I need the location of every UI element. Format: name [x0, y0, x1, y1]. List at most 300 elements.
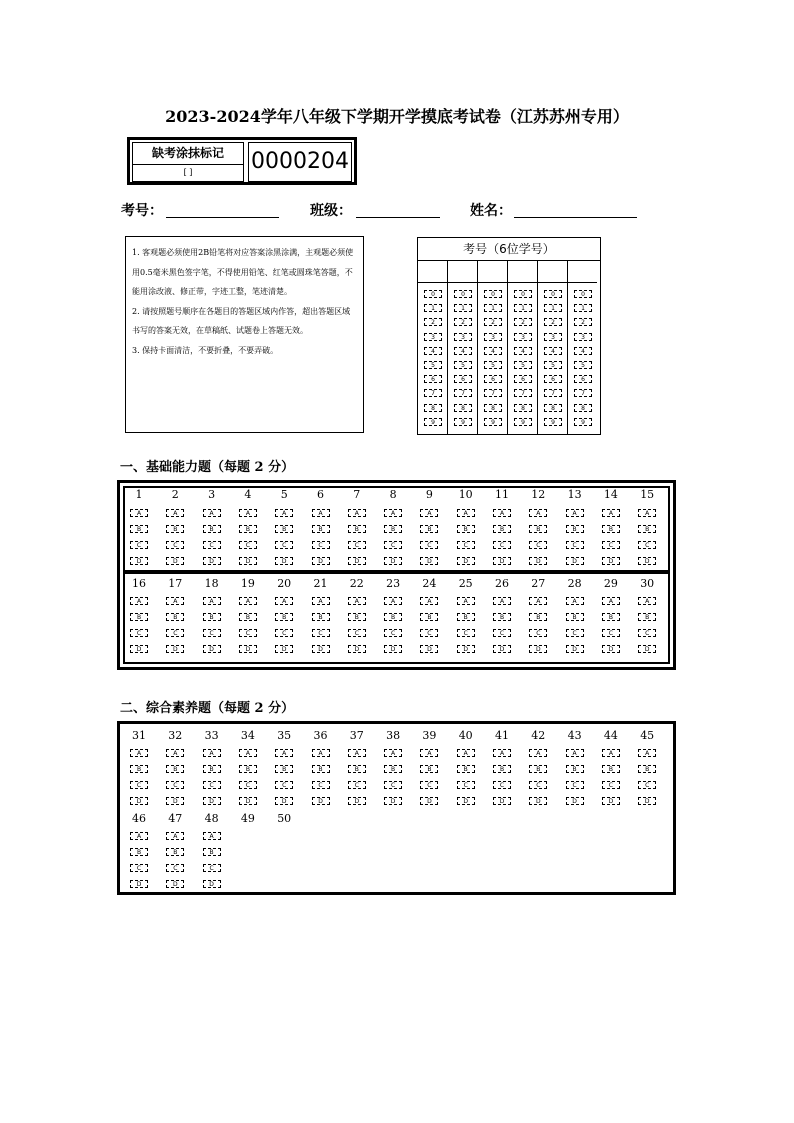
answer-bubble[interactable]: A: [420, 597, 438, 605]
answer-bubble[interactable]: B: [384, 613, 402, 621]
answer-bubble[interactable]: D: [130, 557, 148, 565]
answer-bubble[interactable]: A: [566, 509, 584, 517]
question-number: 17: [168, 577, 183, 590]
answer-bubble[interactable]: D: [529, 557, 547, 565]
answer-bubble[interactable]: C: [166, 629, 184, 637]
answer-bubble[interactable]: B: [529, 525, 547, 533]
answer-bubble[interactable]: C: [566, 541, 584, 549]
absent-label: 缺考涂抹标记: [133, 143, 243, 165]
answer-bubble[interactable]: C: [493, 781, 511, 789]
answer-bubble[interactable]: C: [130, 629, 148, 637]
answer-bubble[interactable]: A: [275, 749, 293, 757]
answer-bubble[interactable]: B: [166, 613, 184, 621]
answer-bubble[interactable]: A: [529, 749, 547, 757]
answer-bubble[interactable]: C: [312, 541, 330, 549]
answer-bubble[interactable]: B: [203, 765, 221, 773]
answer-bubble[interactable]: C: [275, 629, 293, 637]
answer-bubble[interactable]: C: [638, 629, 656, 637]
student-id-bubble[interactable]: 5: [484, 361, 502, 369]
answer-bubble[interactable]: C: [275, 541, 293, 549]
student-id-bubble[interactable]: 9: [484, 418, 502, 426]
answer-bubble[interactable]: C: [166, 864, 184, 872]
answer-bubble[interactable]: A: [312, 509, 330, 517]
answer-bubble[interactable]: C: [203, 541, 221, 549]
question-number: 42: [531, 729, 546, 742]
student-id-bubble[interactable]: 8: [454, 404, 472, 412]
answer-bubble[interactable]: B: [420, 525, 438, 533]
answer-bubble[interactable]: D: [348, 557, 366, 565]
question-number: 30: [640, 577, 655, 590]
answer-bubble[interactable]: B: [638, 613, 656, 621]
exam-no-label: 考号：: [121, 203, 163, 219]
answer-bubble[interactable]: D: [384, 645, 402, 653]
section1-title: 一、基础能力题（每题 2 分）: [120, 460, 295, 475]
question-number: 23: [386, 577, 401, 590]
exam-no-field[interactable]: [166, 217, 279, 218]
answer-bubble[interactable]: C: [130, 781, 148, 789]
answer-bubble[interactable]: A: [275, 509, 293, 517]
answer-bubble[interactable]: A: [312, 597, 330, 605]
answer-bubble[interactable]: D: [166, 645, 184, 653]
student-id-bubble[interactable]: 8: [514, 404, 532, 412]
answer-bubble[interactable]: A: [457, 509, 475, 517]
answer-bubble[interactable]: C: [239, 629, 257, 637]
student-id-bubble[interactable]: 2: [574, 318, 592, 326]
answer-bubble[interactable]: A: [239, 597, 257, 605]
answer-bubble[interactable]: A: [602, 749, 620, 757]
student-id-bubble[interactable]: 3: [484, 333, 502, 341]
answer-bubble[interactable]: A: [529, 509, 547, 517]
answer-bubble[interactable]: D: [529, 645, 547, 653]
answer-bubble[interactable]: A: [348, 509, 366, 517]
answer-bubble[interactable]: A: [312, 749, 330, 757]
answer-bubble[interactable]: D: [203, 880, 221, 888]
answer-bubble[interactable]: A: [493, 749, 511, 757]
student-id-bubble[interactable]: 0: [424, 290, 442, 298]
answer-bubble[interactable]: D: [166, 880, 184, 888]
answer-bubble[interactable]: B: [275, 613, 293, 621]
student-id-bubble[interactable]: 2: [454, 318, 472, 326]
student-id-bubble[interactable]: 2: [484, 318, 502, 326]
student-id-bubble[interactable]: 1: [424, 304, 442, 312]
answer-bubble[interactable]: B: [638, 525, 656, 533]
answer-bubble[interactable]: D: [457, 797, 475, 805]
student-id-bubble[interactable]: 1: [574, 304, 592, 312]
answer-bubble[interactable]: C: [203, 629, 221, 637]
student-id-bubble[interactable]: 5: [424, 361, 442, 369]
answer-bubble[interactable]: C: [420, 629, 438, 637]
answer-bubble[interactable]: C: [203, 781, 221, 789]
answer-bubble[interactable]: D: [529, 797, 547, 805]
answer-bubble[interactable]: D: [602, 557, 620, 565]
answer-bubble[interactable]: C: [420, 541, 438, 549]
question-number: 38: [386, 729, 401, 742]
student-id-bubble[interactable]: 6: [514, 375, 532, 383]
answer-bubble[interactable]: B: [457, 765, 475, 773]
student-id-bubble[interactable]: 8: [424, 404, 442, 412]
answer-bubble[interactable]: D: [203, 797, 221, 805]
student-id-bubble[interactable]: 3: [424, 333, 442, 341]
student-id-bubble[interactable]: 0: [484, 290, 502, 298]
answer-bubble[interactable]: A: [348, 597, 366, 605]
answer-bubble[interactable]: A: [566, 749, 584, 757]
answer-bubble[interactable]: B: [166, 765, 184, 773]
answer-bubble[interactable]: A: [602, 597, 620, 605]
answer-bubble[interactable]: B: [602, 525, 620, 533]
student-id-bubble[interactable]: 6: [544, 375, 562, 383]
answer-bubble[interactable]: C: [493, 541, 511, 549]
answer-bubble[interactable]: B: [130, 613, 148, 621]
student-id-write-cell[interactable]: [568, 260, 597, 283]
answer-bubble[interactable]: B: [529, 613, 547, 621]
student-id-bubble[interactable]: 9: [544, 418, 562, 426]
answer-bubble[interactable]: B: [348, 613, 366, 621]
section2-title: 二、综合素养题（每题 2 分）: [120, 701, 295, 716]
student-id-bubble[interactable]: 9: [454, 418, 472, 426]
student-id-bubble[interactable]: 0: [514, 290, 532, 298]
answer-bubble[interactable]: D: [130, 797, 148, 805]
answer-bubble[interactable]: D: [602, 645, 620, 653]
answer-bubble[interactable]: A: [130, 597, 148, 605]
answer-bubble[interactable]: B: [166, 525, 184, 533]
answer-bubble[interactable]: C: [529, 629, 547, 637]
instructions-box: [125, 236, 364, 433]
question-number: 28: [567, 577, 582, 590]
student-id-bubble[interactable]: 4: [514, 347, 532, 355]
answer-bubble[interactable]: B: [420, 765, 438, 773]
answer-bubble[interactable]: A: [166, 749, 184, 757]
answer-bubble[interactable]: C: [457, 781, 475, 789]
answer-bubble[interactable]: B: [239, 613, 257, 621]
answer-bubble[interactable]: D: [203, 557, 221, 565]
answer-bubble[interactable]: D: [239, 797, 257, 805]
answer-bubble[interactable]: A: [239, 509, 257, 517]
answer-bubble[interactable]: A: [566, 597, 584, 605]
answer-bubble[interactable]: D: [348, 797, 366, 805]
answer-bubble[interactable]: B: [529, 765, 547, 773]
answer-bubble[interactable]: C: [602, 781, 620, 789]
answer-bubble[interactable]: D: [566, 645, 584, 653]
answer-bubble[interactable]: B: [384, 525, 402, 533]
answer-bubble[interactable]: A: [203, 749, 221, 757]
answer-bubble[interactable]: B: [348, 765, 366, 773]
answer-bubble[interactable]: B: [348, 525, 366, 533]
answer-bubble[interactable]: B: [457, 525, 475, 533]
student-id-bubble[interactable]: 0: [574, 290, 592, 298]
name-label: 姓名：: [470, 203, 512, 219]
answer-bubble[interactable]: A: [384, 749, 402, 757]
answer-bubble[interactable]: B: [203, 525, 221, 533]
answer-bubble[interactable]: B: [130, 525, 148, 533]
answer-bubble[interactable]: B: [638, 765, 656, 773]
answer-bubble[interactable]: A: [130, 509, 148, 517]
answer-bubble[interactable]: A: [348, 749, 366, 757]
answer-bubble[interactable]: B: [239, 525, 257, 533]
answer-bubble[interactable]: D: [239, 645, 257, 653]
answer-bubble[interactable]: C: [602, 629, 620, 637]
question-number: 25: [458, 577, 473, 590]
answer-bubble[interactable]: C: [130, 864, 148, 872]
answer-bubble[interactable]: D: [166, 797, 184, 805]
answer-bubble[interactable]: D: [312, 557, 330, 565]
answer-bubble[interactable]: B: [457, 613, 475, 621]
answer-bubble[interactable]: A: [130, 832, 148, 840]
answer-bubble[interactable]: C: [638, 781, 656, 789]
answer-bubble[interactable]: A: [493, 597, 511, 605]
answer-bubble[interactable]: B: [493, 613, 511, 621]
answer-bubble[interactable]: B: [312, 765, 330, 773]
answer-bubble[interactable]: C: [529, 781, 547, 789]
answer-bubble[interactable]: C: [166, 781, 184, 789]
answer-bubble[interactable]: D: [420, 645, 438, 653]
answer-bubble[interactable]: A: [420, 749, 438, 757]
student-id-bubble[interactable]: 2: [424, 318, 442, 326]
answer-bubble[interactable]: B: [384, 765, 402, 773]
student-id-bubble[interactable]: 9: [424, 418, 442, 426]
answer-bubble[interactable]: D: [566, 557, 584, 565]
student-id-write-cell[interactable]: [478, 260, 507, 283]
answer-bubble[interactable]: A: [203, 597, 221, 605]
question-number: 46: [132, 812, 146, 825]
student-id-bubble[interactable]: 1: [454, 304, 472, 312]
answer-bubble[interactable]: A: [203, 832, 221, 840]
question-number: 36: [313, 729, 328, 742]
question-number: 31: [132, 729, 146, 742]
answer-bubble[interactable]: D: [566, 797, 584, 805]
answer-bubble[interactable]: C: [384, 781, 402, 789]
question-number: 10: [458, 488, 473, 501]
question-number: 48: [204, 812, 219, 825]
answer-bubble[interactable]: A: [239, 749, 257, 757]
question-number: 8: [389, 488, 397, 501]
answer-bubble[interactable]: C: [130, 541, 148, 549]
answer-bubble[interactable]: B: [203, 848, 221, 856]
answer-bubble[interactable]: D: [638, 797, 656, 805]
answer-bubble[interactable]: A: [602, 509, 620, 517]
answer-bubble[interactable]: C: [239, 781, 257, 789]
answer-bubble[interactable]: A: [638, 749, 656, 757]
student-id-write-cell[interactable]: [448, 260, 477, 283]
answer-bubble[interactable]: C: [275, 781, 293, 789]
answer-bubble[interactable]: B: [130, 765, 148, 773]
student-id-bubble[interactable]: 8: [574, 404, 592, 412]
answer-bubble[interactable]: C: [529, 541, 547, 549]
answer-bubble[interactable]: D: [239, 557, 257, 565]
student-id-bubble[interactable]: 3: [574, 333, 592, 341]
question-number: 11: [495, 488, 509, 501]
answer-bubble[interactable]: A: [166, 832, 184, 840]
student-id-bubble[interactable]: 7: [544, 389, 562, 397]
student-id-bubble[interactable]: 0: [544, 290, 562, 298]
answer-bubble[interactable]: B: [239, 765, 257, 773]
answer-bubble[interactable]: A: [638, 597, 656, 605]
student-id-bubble[interactable]: 5: [574, 361, 592, 369]
answer-bubble[interactable]: B: [566, 765, 584, 773]
answer-bubble[interactable]: A: [384, 597, 402, 605]
answer-bubble[interactable]: A: [457, 597, 475, 605]
answer-bubble[interactable]: D: [130, 645, 148, 653]
answer-bubble[interactable]: C: [312, 629, 330, 637]
student-id-bubble[interactable]: 6: [484, 375, 502, 383]
answer-bubble[interactable]: D: [275, 645, 293, 653]
answer-bubble[interactable]: D: [203, 645, 221, 653]
answer-bubble[interactable]: C: [203, 864, 221, 872]
answer-bubble[interactable]: B: [602, 765, 620, 773]
answer-bubble[interactable]: C: [457, 541, 475, 549]
question-number: 34: [240, 729, 255, 742]
answer-bubble[interactable]: A: [275, 597, 293, 605]
student-id-bubble[interactable]: 8: [484, 404, 502, 412]
question-number: 13: [567, 488, 582, 501]
student-id-write-cell[interactable]: [538, 260, 567, 283]
answer-bubble[interactable]: C: [420, 781, 438, 789]
answer-bubble[interactable]: B: [566, 613, 584, 621]
student-id-bubble[interactable]: 6: [454, 375, 472, 383]
student-id-bubble[interactable]: 4: [544, 347, 562, 355]
student-id-bubble[interactable]: 3: [454, 333, 472, 341]
answer-bubble[interactable]: D: [457, 645, 475, 653]
answer-bubble[interactable]: D: [384, 797, 402, 805]
answer-bubble[interactable]: C: [239, 541, 257, 549]
answer-bubble[interactable]: D: [493, 557, 511, 565]
instruction-3: 3. 保持卡面清洁，不要折叠，不要弄破。: [132, 345, 279, 355]
answer-bubble[interactable]: C: [566, 781, 584, 789]
answer-bubble[interactable]: D: [638, 557, 656, 565]
student-id-column: [568, 260, 598, 434]
answer-bubble[interactable]: A: [130, 749, 148, 757]
answer-bubble[interactable]: B: [312, 525, 330, 533]
answer-bubble[interactable]: B: [566, 525, 584, 533]
answer-bubble[interactable]: D: [312, 797, 330, 805]
answer-bubble[interactable]: D: [420, 557, 438, 565]
answer-bubble[interactable]: D: [275, 557, 293, 565]
student-id-bubble[interactable]: 9: [514, 418, 532, 426]
answer-bubble[interactable]: C: [384, 541, 402, 549]
question-number: 1: [135, 488, 143, 501]
student-id-bubble[interactable]: 7: [424, 389, 442, 397]
answer-bubble[interactable]: D: [130, 880, 148, 888]
answer-bubble[interactable]: B: [420, 613, 438, 621]
question-number: 15: [640, 488, 655, 501]
student-id-bubble[interactable]: 2: [544, 318, 562, 326]
answer-bubble[interactable]: C: [638, 541, 656, 549]
student-id-bubble[interactable]: 5: [514, 361, 532, 369]
answer-bubble[interactable]: C: [384, 629, 402, 637]
answer-bubble[interactable]: B: [602, 613, 620, 621]
student-id-bubble[interactable]: 5: [544, 361, 562, 369]
student-id-bubble[interactable]: 3: [514, 333, 532, 341]
student-id-bubble[interactable]: 3: [544, 333, 562, 341]
answer-bubble[interactable]: A: [203, 509, 221, 517]
answer-bubble[interactable]: D: [312, 645, 330, 653]
question-number: 22: [349, 577, 364, 590]
question-number: 24: [422, 577, 437, 590]
question-number: 35: [277, 729, 292, 742]
question-number: 16: [132, 577, 146, 590]
answer-bubble[interactable]: B: [166, 848, 184, 856]
student-id-bubble[interactable]: 4: [424, 347, 442, 355]
student-id-bubble[interactable]: 6: [424, 375, 442, 383]
answer-bubble[interactable]: C: [493, 629, 511, 637]
answer-bubble[interactable]: A: [166, 509, 184, 517]
answer-bubble[interactable]: C: [566, 629, 584, 637]
student-id-bubble[interactable]: 5: [454, 361, 472, 369]
answer-bubble[interactable]: A: [493, 509, 511, 517]
student-id-bubble[interactable]: 1: [514, 304, 532, 312]
answer-bubble[interactable]: B: [275, 525, 293, 533]
student-id-bubble[interactable]: 9: [574, 418, 592, 426]
student-id-bubble[interactable]: 7: [574, 389, 592, 397]
answer-bubble[interactable]: D: [166, 557, 184, 565]
question-number: 47: [168, 812, 183, 825]
answer-bubble[interactable]: D: [384, 557, 402, 565]
answer-bubble[interactable]: D: [602, 797, 620, 805]
question-number: 14: [603, 488, 618, 501]
answer-bubble[interactable]: A: [166, 597, 184, 605]
question-number: 41: [495, 729, 509, 742]
student-id-write-cell[interactable]: [418, 260, 447, 283]
student-id-write-cell[interactable]: [508, 260, 537, 283]
question-number: 39: [422, 729, 437, 742]
answer-bubble[interactable]: D: [420, 797, 438, 805]
answer-bubble[interactable]: C: [312, 781, 330, 789]
absent-bubble[interactable]: [ ]: [183, 168, 193, 177]
answer-bubble[interactable]: A: [384, 509, 402, 517]
class-field[interactable]: [356, 217, 440, 218]
student-id-bubble[interactable]: 7: [454, 389, 472, 397]
student-id-bubble[interactable]: 1: [484, 304, 502, 312]
question-number: 45: [640, 729, 655, 742]
answer-bubble[interactable]: D: [493, 645, 511, 653]
answer-bubble[interactable]: B: [312, 613, 330, 621]
answer-bubble[interactable]: D: [275, 797, 293, 805]
student-id-bubble[interactable]: 6: [574, 375, 592, 383]
answer-bubble[interactable]: A: [457, 749, 475, 757]
student-id-bubble[interactable]: 4: [484, 347, 502, 355]
student-id-bubble[interactable]: 7: [484, 389, 502, 397]
question-number: 7: [353, 488, 361, 501]
answer-bubble[interactable]: D: [457, 557, 475, 565]
answer-bubble[interactable]: B: [203, 613, 221, 621]
answer-bubble[interactable]: C: [457, 629, 475, 637]
answer-bubble[interactable]: D: [493, 797, 511, 805]
answer-bubble[interactable]: C: [348, 781, 366, 789]
student-id-bubble[interactable]: 2: [514, 318, 532, 326]
answer-bubble[interactable]: A: [529, 597, 547, 605]
student-id-bubble[interactable]: 4: [454, 347, 472, 355]
student-id-bubble[interactable]: 1: [544, 304, 562, 312]
answer-bubble[interactable]: C: [166, 541, 184, 549]
question-number: 5: [280, 488, 288, 501]
instruction-2: 2. 请按照题号顺序在各题目的答题区域内作答，超出答题区域书写的答案无效，在草稿纸、试题卷上答题无效。: [132, 306, 351, 335]
answer-bubble[interactable]: C: [602, 541, 620, 549]
answer-bubble[interactable]: A: [638, 509, 656, 517]
answer-bubble[interactable]: C: [348, 541, 366, 549]
student-id-bubble[interactable]: 4: [574, 347, 592, 355]
answer-bubble[interactable]: C: [348, 629, 366, 637]
name-field[interactable]: [514, 217, 637, 218]
answer-bubble[interactable]: D: [638, 645, 656, 653]
answer-bubble[interactable]: B: [130, 848, 148, 856]
answer-bubble[interactable]: B: [493, 525, 511, 533]
student-id-bubble[interactable]: 0: [454, 290, 472, 298]
answer-bubble[interactable]: B: [275, 765, 293, 773]
student-id-bubble[interactable]: 7: [514, 389, 532, 397]
answer-bubble[interactable]: B: [493, 765, 511, 773]
answer-bubble[interactable]: A: [420, 509, 438, 517]
student-id-bubble[interactable]: 8: [544, 404, 562, 412]
answer-bubble[interactable]: D: [348, 645, 366, 653]
